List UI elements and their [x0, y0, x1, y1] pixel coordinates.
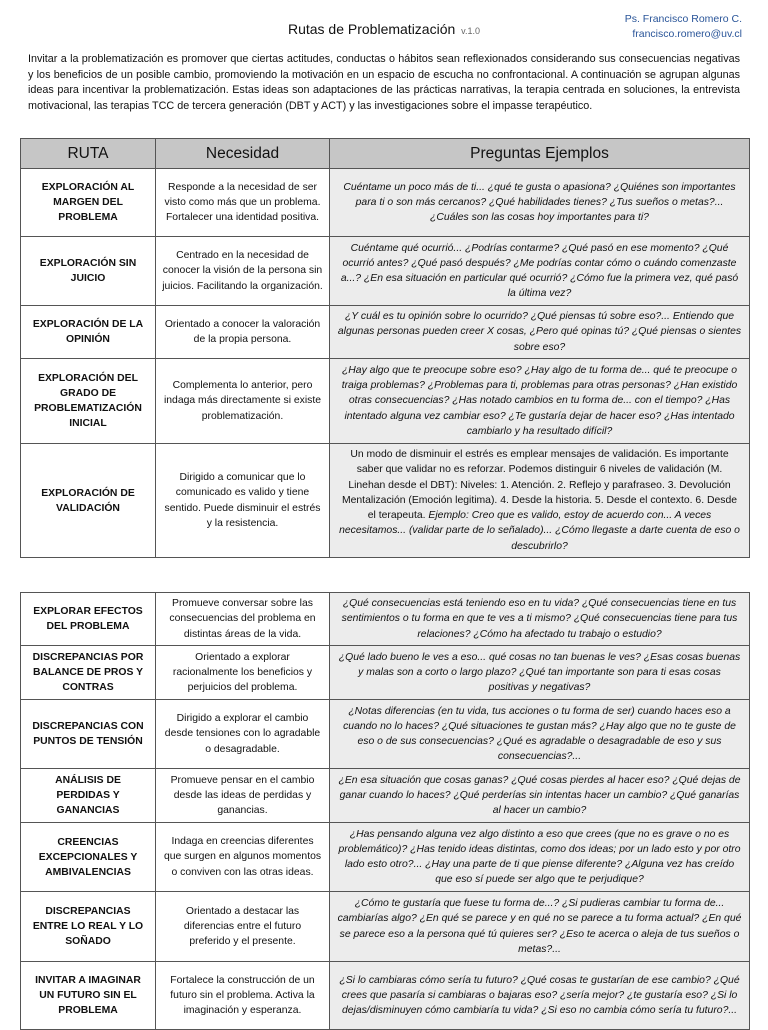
necesidad-cell: Orientado a destacar las diferencias entre el futuro preferido y el presente. — [156, 892, 330, 962]
validation-description: Un modo de disminuir el estrés es emplear mensajes de validación. Es importante saber que validar no es reforzar. Podemos distinguir 6 niveles de validación (M. Linehan desde el DBT): Niveles: 1. Atención. 2. Reflejo y parafraseo. 3. Devolución Mentalización (Emoción legitima). 4. Desde la historia. 5. Desde el contexto. 6. Desde el terapeuta. — [341, 449, 738, 522]
necesidad-cell: Centrado en la necesidad de conocer la visión de la persona sin juicios. Facilitando la organización. — [156, 237, 330, 306]
preguntas-cell — [330, 444, 750, 558]
preguntas-cell: ¿Qué consecuencias está teniendo eso en tu vida? ¿Qué consecuencias tiene en tus sentimientos o tu forma en que te ves a ti mismo? ¿Qué consecuencias tiene para tus relaciones? ¿Cómo ha afectado tu trabajo o estudio? — [330, 593, 750, 646]
ruta-cell: DISCREPANCIAS ENTRE LO REAL Y LO SOÑADO — [21, 892, 156, 962]
ruta-cell: ANÁLISIS DE PERDIDAS Y GANANCIAS — [21, 769, 156, 823]
ruta-cell: EXPLORACIÓN AL MARGEN DEL PROBLEMA — [21, 169, 156, 237]
necesidad-cell: Complementa lo anterior, pero indaga más directamente si existe problematización. — [156, 359, 330, 444]
preguntas-cell: ¿Y cuál es tu opinión sobre lo ocurrido? ¿Qué piensas tú sobre eso?... Entiendo que algunas personas pueden creer X cosas, ¿Pero qué opinas tú? ¿Qué piensas o sientes sobre eso? — [330, 306, 750, 359]
author-block — [625, 12, 742, 42]
necesidad-cell: Responde a la necesidad de ser visto como más que un problema. Fortalecer una identidad positiva. — [156, 169, 330, 237]
header-necesidad: Necesidad — [156, 139, 330, 169]
necesidad-cell: Dirigido a comunicar que lo comunicado es valido y tiene sentido. Puede disminuir el estrés y la resistencia. — [156, 444, 330, 558]
necesidad-cell: Orientado a explorar racionalmente los beneficios y perjuicios del problema. — [156, 646, 330, 700]
author-email: francisco.romero@uv.cl — [632, 28, 742, 40]
header-preguntas: Preguntas Ejemplos — [330, 139, 750, 169]
preguntas-cell: ¿Hay algo que te preocupe sobre eso? ¿Hay algo de tu forma de... qué te preocupe o traiga problemas? ¿Problemas para ti, problemas para otras personas? ¿Han existido otras consecuencias? ¿Has notado cambios en tu forma de... con el tiempo? ¿Has intentado alguna vez cambiar eso? ¿Te gustaría dejar de hacer eso? ¿Has intentado cambiarlo y ha resultado difícil? — [330, 359, 750, 444]
table-row — [21, 237, 750, 306]
table-row — [21, 823, 750, 892]
header-ruta: RUTA — [21, 139, 156, 169]
routes-table-1 — [20, 138, 750, 558]
routes-table-2 — [20, 592, 750, 1030]
document-header — [0, 0, 768, 48]
validation-example: Ejemplo: Creo que es valido, estoy de acuerdo con... A veces necesitamos... (validar parte de lo señalado)... ¿Cómo llegaste a darte cuenta de eso o descubrirlo? — [339, 510, 740, 552]
preguntas-cell: ¿Cómo te gustaría que fuese tu forma de...? ¿Si pudieras cambiar tu forma de... cambiarías algo? ¿En qué se parece y en qué no se parece a tu forma actual? ¿En qué se parece eso a la persona qué tú quieres ser? ¿Eso te acerca o aleja de tus sueños o metas?... — [330, 892, 750, 962]
table-row — [21, 169, 750, 237]
table-row — [21, 700, 750, 769]
ruta-cell: DISCREPANCIAS CON PUNTOS DE TENSIÓN — [21, 700, 156, 769]
necesidad-cell: Orientado a conocer la valoración de la propia persona. — [156, 306, 330, 359]
preguntas-cell: ¿En esa situación que cosas ganas? ¿Qué cosas pierdes al hacer eso? ¿Qué dejas de ganar cuando lo haces? ¿Qué perderías sin intentas hacer un cambio? ¿Qué ganarías al hacer un cambio? — [330, 769, 750, 823]
ruta-cell: EXPLORAR EFECTOS DEL PROBLEMA — [21, 593, 156, 646]
table-header-row — [21, 139, 750, 169]
necesidad-cell: Promueve conversar sobre las consecuencias del problema en distintas áreas de la vida. — [156, 593, 330, 646]
table-row — [21, 769, 750, 823]
ruta-cell: EXPLORACIÓN DE VALIDACIÓN — [21, 444, 156, 558]
preguntas-cell: ¿Notas diferencias (en tu vida, tus acciones o tu forma de ser) cuando haces eso a cuando no lo haces? ¿Qué situaciones te gustan más? ¿Hay algo que no te guste de eso o de sus consecuencias? ¿Qué es agradable o desagradable de eso y sus consecuencias?... — [330, 700, 750, 769]
table-row — [21, 892, 750, 962]
ruta-cell: EXPLORACIÓN SIN JUICIO — [21, 237, 156, 306]
necesidad-cell: Promueve pensar en el cambio desde las ideas de perdidas y ganancias. — [156, 769, 330, 823]
ruta-cell: DISCREPANCIAS POR BALANCE DE PROS Y CONTRAS — [21, 646, 156, 700]
version-label: v.1.0 — [461, 26, 481, 36]
intro-paragraph: Invitar a la problematización es promover que ciertas actitudes, conductas o hábitos sean reflexionados considerando sus consecuencias negativas y los beneficios de un posible cambio, promoviendo la motivación en un espacio de escucha no confrontacional. A continuación se agrupan algunas ideas para incentivar la problematización. Estas ideas son adaptaciones de las prácticas narrativas, la terapia centrada en soluciones, la entrevista motivacional, las terapias TCC de tercera generación (DBT y ACT) y las investigaciones sobre el impasse terapéutico. — [28, 53, 740, 112]
title-text: Rutas de Problematización — [287, 21, 456, 37]
table-row — [21, 593, 750, 646]
author-name: Ps. Francisco Romero C. — [624, 13, 742, 25]
preguntas-cell: ¿Has pensando alguna vez algo distinto a eso que crees (que no es grave o no es problemático)? ¿Has tenido ideas distintas, como dos ideas; por un lado esto y por otro lado esto otro?... ¿Hay una parte de ti que piense diferente? ¿Alguna vez has creído que eso sí puede ser algo que te perjudique? — [330, 823, 750, 892]
ruta-cell: EXPLORACIÓN DE LA OPINIÓN — [21, 306, 156, 359]
ruta-cell: CREENCIAS EXCEPCIONALES Y AMBIVALENCIAS — [21, 823, 156, 892]
table-row — [21, 444, 750, 558]
preguntas-cell: Cuéntame un poco más de ti... ¿qué te gusta o apasiona? ¿Quiénes son importantes para ti o son más cercanos? ¿Qué habilidades tienes? ¿Tus sueños o metas?... ¿Cuáles son las cosas hoy importantes para ti? — [330, 169, 750, 237]
necesidad-cell: Dirigido a explorar el cambio desde tensiones con lo agradable o desagradable. — [156, 700, 330, 769]
table-row — [21, 306, 750, 359]
table-row — [21, 962, 750, 1030]
table-row — [21, 359, 750, 444]
preguntas-cell: ¿Qué lado bueno le ves a eso... qué cosas no tan buenas le ves? ¿Esas cosas buenas y malas son a corto o largo plazo? ¿Qué tan importante son para ti esas cosas positivas y negativas? — [330, 646, 750, 700]
necesidad-cell: Indaga en creencias diferentes que surgen en algunos momentos o conviven con las otras ideas. — [156, 823, 330, 892]
preguntas-cell: Cuéntame qué ocurrió... ¿Podrías contarme? ¿Qué pasó en ese momento? ¿Qué ocurrió antes? ¿Qué pasó después? ¿Me podrías contar cómo o cuándo comenzaste a...? ¿En esa situación en particular qué ocurrió? ¿Cómo fue la primera vez, qué pasó la última vez? — [330, 237, 750, 306]
ruta-cell: EXPLORACIÓN DEL GRADO DE PROBLEMATIZACIÓN INICIAL — [21, 359, 156, 444]
ruta-cell: INVITAR A IMAGINAR UN FUTURO SIN EL PROBLEMA — [21, 962, 156, 1030]
preguntas-cell: ¿Si lo cambiaras cómo sería tu futuro? ¿Qué cosas te gustarían de ese cambio? ¿Qué crees que pasaría si cambiaras o bajaras eso? ¿sería mejor? ¿te gustaría eso? ¿Si lo dejas/disminuyen cómo cambiaría tu vida? ¿Si eso no cambia cómo sería tu futuro?... — [330, 962, 750, 1030]
necesidad-cell: Fortalece la construcción de un futuro sin el problema. Activa la imaginación y esperanza. — [156, 962, 330, 1030]
table-row — [21, 646, 750, 700]
